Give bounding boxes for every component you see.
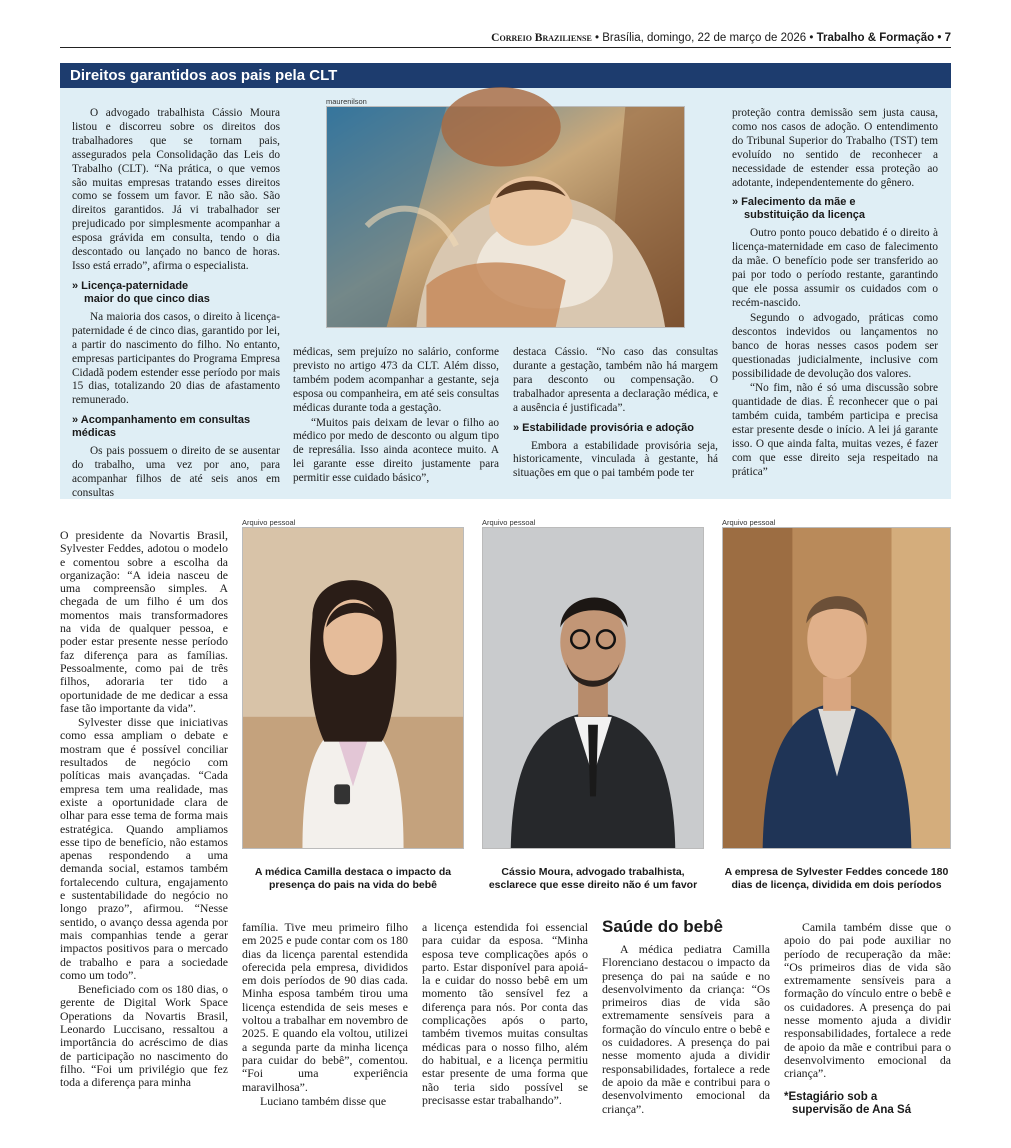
box-column-1 [72,107,280,499]
paragraph: A médica pediatra Camilla Florenciano destacou o impacto da presença do pai na saúde e no desenvolvimento da criança: “Os primeiros dias de vida são extremamente sensíveis para a formação do vínculo entre o bebê e os cuidadores. A presença do pai nesse momento ajuda a dividir responsabilidades, fortalece a rede de apoio da mãe e contribui para o desenvolvimento emocional da criança”. [602,942,770,1116]
paragraph: Sylvester disse que iniciativas como essa ampliam o debate e mostram que é possível conciliar resultados de negócio com políticas mais avançadas. “Cada empresa tem uma realidade, mas existe a oportunidade clara de olhar para esse tema de forma mais estratégica. Quando ampliamos esse tipo de benefício, não estamos apenas respondendo a uma demanda social, estamos também fortalecendo cultura, engajamento e sustentabilidade do negócio no longo prazo”, afirmou. “Nesse sentido, o avanço dessa agenda por mais companhias tende a gerar impactos positivos para o mercado de trabalho e para a sociedade como um todo”. [60,715,228,982]
author-note [784,1091,951,1117]
photo-credit: Arquivo pessoal [482,518,536,527]
paragraph: O presidente da Novartis Brasil, Sylvester Feddes, adotou o modelo e comentou sobre a escolha da organização: “A ideia nasceu de uma compreensão simples. A chegada de um filho é um dos momentos mais transformadores na vida de qualquer pessoa, e poder estar presente nesse período faz diferença para as famílias. Pessoalmente, como pai de três filhos, adoraria ter tido a oportunidade de me dedicar a essa fase tão importante da vida”. [60,528,228,715]
paragraph: “No fim, não é só uma discussão sobre quantidade de dias. É reconhecer que o pai também cuida, também participa e precisa estar presente desde o início. A lei já garante isso. O que ainda falta, muitas vezes, é fazer com que esse direito seja respeitado na prática” [732,382,938,478]
paragraph: Outro ponto pouco debatido é o direito à licença-maternidade em caso de falecimento da mãe. O benefício pode ser transferido ao pai por todo o período restante, garantindo que ele possa assumir os cuidados com o recém-nascido. [732,227,938,309]
camilla-portrait-photo [242,527,464,849]
article-column-5 [784,921,951,1123]
subheading [72,280,280,306]
article-column-2 [242,921,408,1123]
article-column-4 [602,917,770,1123]
sylvester-portrait-photo [722,527,951,849]
paragraph: Camila também disse que o apoio do pai pode auxiliar no período de recuperação da mãe: “Os primeiros dias de vida são extremamente sensíveis para a formação do vínculo entre o bebê e os cuidadores. A presença do pai nesse momento ajuda a dividir responsabilidades, fortalece a rede de apoio da mãe e contribui para o desenvolvimento emocional da criança”. [784,920,951,1081]
box-title: Direitos garantidos aos pais pela CLT [60,63,951,88]
photo-caption: Cássio Moura, advogado trabalhista, esclarece que esse direito não é um favor [488,866,698,891]
box-column-3 [513,346,718,492]
section-heading: Saúde do bebê [602,917,723,936]
box-column-2 [293,346,499,492]
paragraph: Na maioria dos casos, o direito à licença-paternidade é de cinco dias, garantido por lei, a partir do nascimento do filho. No entanto, empresas participantes do Programa Empresa Cidadã podem estender esse período por mais 15 dias, totalizando 20 dias de afastamento remunerado. [72,310,280,407]
subheading [732,196,938,222]
author-note-line: *Estagiário sob a [784,1090,878,1103]
paragraph: Os pais possuem o direito de se ausentar do trabalho, uma vez por ano, para acompanhar filhos de até seis anos em consultas [72,445,280,499]
paragraph: Segundo o advogado, práticas como descontos indevidos ou lançamentos no banco de horas nesses casos podem ser questionadas judicialmente, inclusive com possibilidade de devolução dos valores. [732,311,938,380]
header-page-number: • 7 [934,32,951,44]
article-column-1 [60,529,228,1123]
subheading-line: » Licença-paternidade [72,279,189,292]
author-note-line: supervisão de Ana Sá [792,1103,912,1116]
paragraph: destaca Cássio. “No caso das consultas durante a gestação, também não há margem para desconto ou compensação. O trabalhador apresenta a declaração médica, e a ausência é justificada”. [513,346,718,414]
subheading-line: substituição da licença [744,209,866,222]
paragraph: Luciano também disse que [260,1093,387,1108]
header-section: Trabalho & Formação [816,32,935,44]
paragraph: a licença estendida foi essencial para cuidar da esposa. “Minha esposa teve complicações após o parto. Estar disponível para apoiá-la e cuidar do nosso bebê em um momento tão sensível fez a diferença para nós. Por conta das complicações após o parto, também tivemos muitas consultas médicas para o nosso filho, além do habitual, e a licença permitiu estar presente de uma forma que não teria sido possível se precisasse estar trabalhando”. [422,920,588,1107]
article-column-3 [422,921,588,1123]
photo-credit: Arquivo pessoal [722,518,776,527]
page-header [60,30,951,48]
subheading-line: » Falecimento da mãe e [732,196,856,209]
photo-caption: A empresa de Sylvester Feddes concede 180 dias de licença, dividida em dois períodos [724,866,949,891]
cassio-portrait-photo [482,527,704,849]
paragraph: O advogado trabalhista Cássio Moura listou e discorreu sobre os direitos dos trabalhadores que se tornam pais, assegurados pela Consolidação das Leis do Trabalho (CLT). “Na prática, o que vemos são muitas empresas tratando esses direitos como se fossem um favor. E não são. São direitos garantidos. Já vi trabalhador ser prejudicado por simplesmente acompanhar a esposa grávida em consulta, tendo o dia descontado ou lançado no banco de horas. Isso está errado”, afirma o especialista. [72,107,280,272]
box-column-4 [732,107,938,492]
photo-caption: A médica Camilla destaca o impacto da presença do pais na vida do bebê [254,866,452,891]
paragraph: Beneficiado com os 180 dias, o gerente de Digital Work Space Operations da Novartis Brasil, Leonardo Luccisano, ressaltou a importância do acréscimo de dias de participação no nascimento do filho. “Foi um privilégio que fez toda a diferença para minha [60,982,228,1090]
paragraph: família. Tive meu primeiro filho em 2025 e pude contar com os 180 dias da licença parental estendida oferecida pela empresa, divididos em dois períodos de 90 dias cada. Minha esposa também tirou uma licença estendida de seis meses e voltou a trabalhar em novembro de 2025. E quando ela voltou, utilizei a segunda parte da minha licença para cuidar do bebê”, comentou. “Foi uma experiência maravilhosa”. [242,920,408,1094]
photo-credit: Arquivo pessoal [242,518,296,527]
newspaper-brand: Correio Braziliense [491,32,592,44]
subheading: » Estabilidade provisória e adoção [513,421,694,434]
header-location-date: • Brasília, domingo, 22 de março de 2026 • [591,32,817,44]
paragraph: “Muitos pais deixam de levar o filho ao médico por medo de desconto ou algum tipo de represália. Isso ainda acontece muito. A lei garante esse direito justamente para permitir esse cuidado básico”, [293,416,499,485]
father-baby-illustration [326,106,685,328]
paragraph: proteção contra demissão sem justa causa, como nos casos de adoção. O entendimento do Tribunal Superior do Trabalho (TST) tem evoluído no sentido de reconhecer a necessidade de estender essa proteção ao adotante, independentemente do gênero. [732,107,938,189]
paragraph: médicas, sem prejuízo no salário, conforme previsto no artigo 473 da CLT. Além disso, também podem acompanhar a gestante, seja esposa ou companheira, em até seis consultas médicas durante toda a gestação. [293,346,499,414]
subheading: » Acompanhamento em consultas médicas [72,414,251,440]
paragraph: Embora a estabilidade provisória seja, historicamente, vinculada à gestante, há situações em que o pai também pode ter [513,439,718,480]
subheading-line: maior do que cinco dias [84,292,210,305]
photo-credit: maurenilson [326,97,367,106]
